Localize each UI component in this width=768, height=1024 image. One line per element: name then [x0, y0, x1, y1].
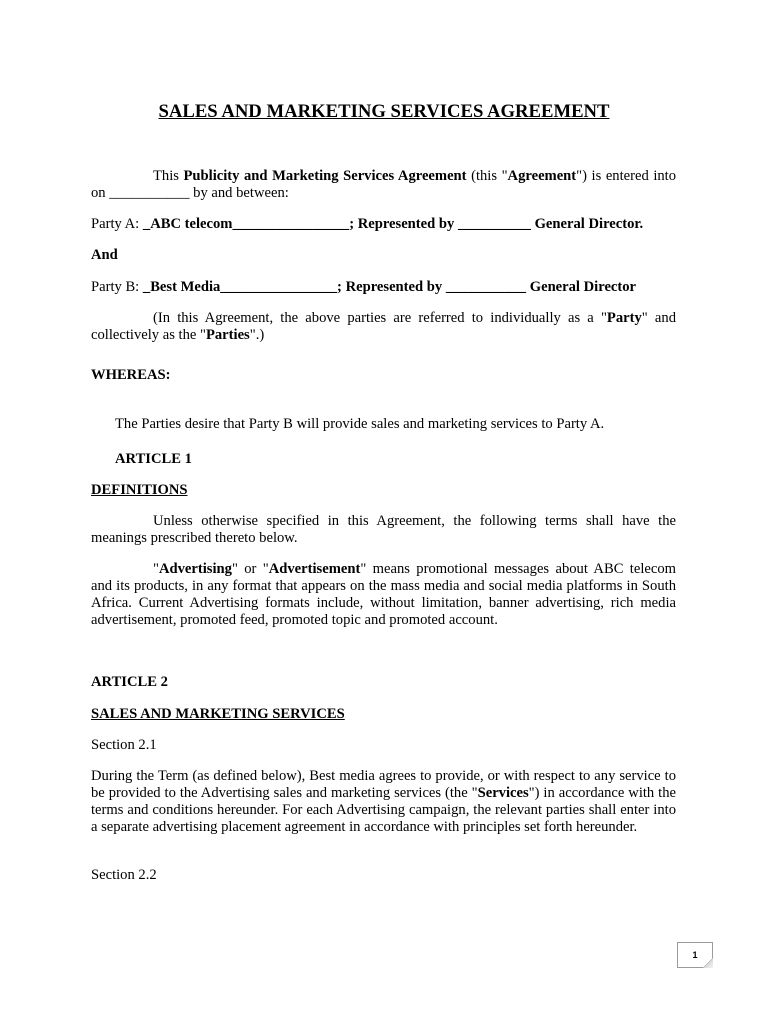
- parties-term: Parties: [205, 327, 250, 343]
- page-curl-icon: [703, 958, 713, 968]
- and-label: And: [91, 247, 118, 263]
- party-a-prefix: Party A:: [91, 216, 143, 232]
- parties-definition-paragraph: (In this Agreement, the above parties are referred to individually as a "Party" and collectively as the "Parties".): [91, 310, 676, 343]
- intro-paragraph: [91, 168, 676, 202]
- intro-text-post: ") is entered into on ___________ by and between:: [91, 168, 677, 201]
- party-b-details: _Best Media________________; Represented by ___________ General Director: [142, 279, 637, 295]
- party-a-line: [91, 216, 676, 233]
- services-term: Services: [477, 785, 529, 801]
- section-2-2-label: Section 2.2: [91, 867, 157, 883]
- advertisement-term: Advertisement: [268, 561, 361, 577]
- party-term: Party: [606, 310, 642, 326]
- agreement-short-name: Agreement: [507, 168, 577, 184]
- article-2-heading: SALES AND MARKETING SERVICES: [91, 706, 345, 722]
- document-title: SALES AND MARKETING SERVICES AGREEMENT: [158, 101, 610, 122]
- intro-text-pre: This: [153, 168, 184, 184]
- definitions-intro: Unless otherwise specified in this Agreement, the following terms shall have the meanings prescribed thereto below.: [91, 513, 676, 546]
- party-a-details: _ABC telecom________________; Represented by __________ General Director.: [142, 216, 644, 232]
- whereas-heading: WHEREAS:: [91, 367, 171, 383]
- advertising-term: Advertising: [158, 561, 232, 577]
- section-2-1-label: Section 2.1: [91, 737, 157, 753]
- article-1-heading: DEFINITIONS: [91, 482, 188, 498]
- section-2-1-text: During the Term (as defined below), Best media agrees to provide, or with respect to any service to be provided to the Advertising sales and marketing services (the "Services") in accordance with the terms and conditions hereunder. For each Advertising campaign, the relevant parties shall enter into a separate advertising placement agreement in accordance with principles set forth hereunder.: [91, 768, 676, 835]
- intro-text-mid: (this ": [466, 168, 508, 184]
- party-b-prefix: Party B:: [91, 279, 143, 295]
- article-1-label: ARTICLE 1: [115, 451, 192, 467]
- party-b-line: [91, 279, 676, 296]
- agreement-full-name: Publicity and Marketing Services Agreement: [183, 168, 467, 184]
- page-number-badge: [677, 942, 713, 968]
- page-number: 1: [692, 950, 698, 960]
- advertising-definition: "Advertising" or "Advertisement" means promotional messages about ABC telecom and its products, in any format that appears on the mass media and social media platforms in South Africa. Current Advertising formats include, without limitation, banner advertising, rich media advertisement, promoted feed, promoted topic and promoted account.: [91, 561, 676, 628]
- article-2-label: ARTICLE 2: [91, 674, 168, 690]
- whereas-text: The Parties desire that Party B will provide sales and marketing services to Party A.: [115, 416, 605, 432]
